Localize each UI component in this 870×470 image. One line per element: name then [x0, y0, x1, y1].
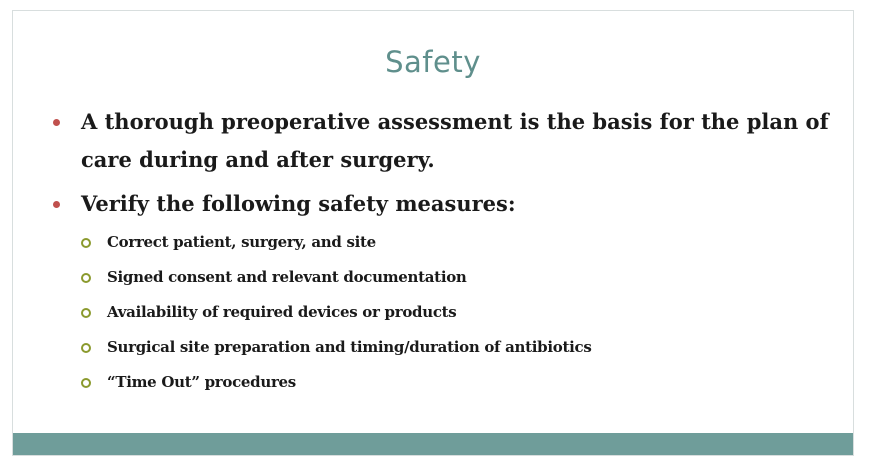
- slide: [12, 10, 854, 456]
- slide-title: Safety: [385, 45, 481, 79]
- bullet-item: [51, 103, 831, 179]
- ring-bullet-icon: [81, 343, 91, 353]
- ring-bullet-icon: [81, 308, 91, 318]
- sub-bullet-text: Signed consent and relevant documentation: [107, 268, 467, 286]
- sub-bullet-item: [81, 365, 831, 400]
- sub-bullet-text: “Time Out” procedures: [107, 373, 296, 391]
- footer-bar: [13, 433, 853, 455]
- sub-bullet-item: [81, 225, 831, 260]
- ring-bullet-icon: [81, 378, 91, 388]
- bullet-dot-icon: [53, 119, 60, 126]
- ring-bullet-icon: [81, 273, 91, 283]
- sub-bullet-item: [81, 330, 831, 365]
- bullet-item: [51, 185, 831, 223]
- bullet-text: Verify the following safety measures:: [81, 191, 516, 216]
- ring-bullet-icon: [81, 238, 91, 248]
- bullet-dot-icon: [53, 201, 60, 208]
- bullet-text: A thorough preoperative assessment is the basis for the plan of care during and after surgery.: [81, 109, 829, 172]
- sub-bullet-item: [81, 260, 831, 295]
- sub-bullet-list: [81, 225, 831, 400]
- sub-bullet-text: Surgical site preparation and timing/duration of antibiotics: [107, 338, 592, 356]
- sub-bullet-text: Availability of required devices or products: [107, 303, 457, 321]
- sub-bullet-text: Correct patient, surgery, and site: [107, 233, 376, 251]
- sub-bullet-item: [81, 295, 831, 330]
- bullet-list: [51, 103, 831, 400]
